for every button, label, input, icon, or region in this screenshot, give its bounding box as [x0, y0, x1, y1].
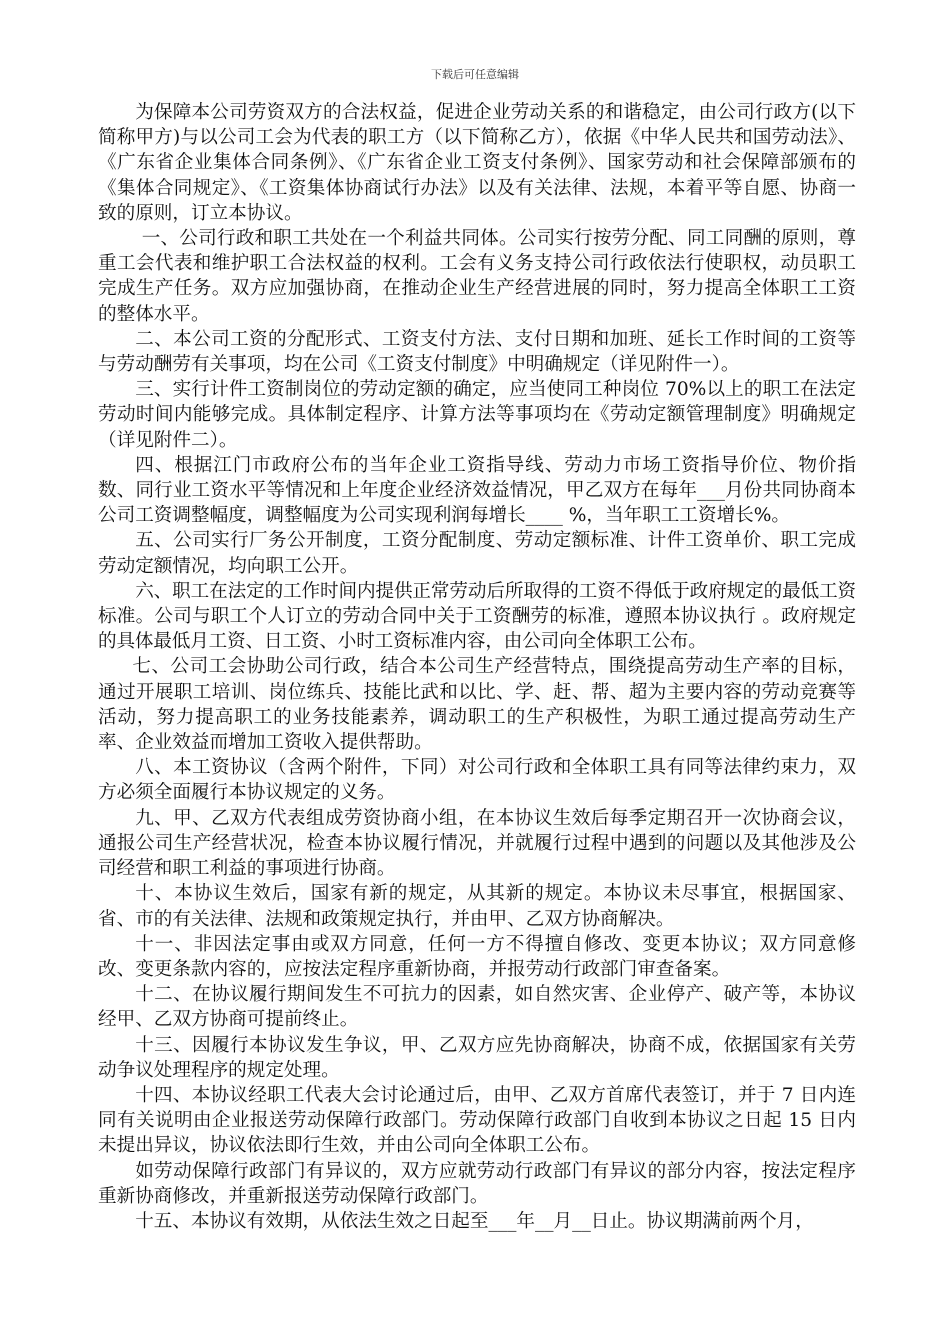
paragraph-clause-4: 四、根据江门市政府公布的当年企业工资指导线、劳动力市场工资指导价位、物价指数、同行业工资水平等情况和上年度企业经济效益情况，甲乙双方在每年___月份共同协商本公司工资调整幅度，调整幅度为公司实现利润每增长____ %，当年职工工资增长%。 [98, 454, 856, 527]
paragraph-clause-10: 十、本协议生效后，国家有新的规定，从其新的规定。本协议未尽事宜，根据国家、省、市的有关法律、法规和政策规定执行，并由甲、乙双方协商解决。 [98, 883, 856, 930]
paragraph-clause-2: 二、本公司工资的分配形式、工资支付方法、支付日期和加班、延长工作时间的工资等与劳动酬劳有关事项，均在公司《工资支付制度》中明确规定（详见附件一）。 [98, 328, 856, 376]
paragraph-clause-11: 十一、非因法定事由或双方同意，任何一方不得擅自修改、变更本协议；双方同意修改、变更条款内容的，应按法定程序重新协商，并报劳动行政部门审查备案。 [98, 933, 856, 980]
paragraph-clause-15: 十五、本协议有效期，从依法生效之日起至___年__月__日止。协议期满前两个月， [135, 1210, 814, 1232]
paragraph-clause-8: 八、本工资协议（含两个附件，下同）对公司行政和全体职工具有同等法律约束力，双方必须全面履行本协议规定的义务。 [98, 757, 856, 804]
paragraph-clause-14-note: 如劳动保障行政部门有异议的，双方应就劳动行政部门有异议的部分内容，按法定程序重新协商修改，并重新报送劳动保障行政部门。 [98, 1160, 856, 1207]
paragraph-clause-9: 九、甲、乙双方代表组成劳资协商小组，在本协议生效后每季定期召开一次协商会议，通报公司生产经营状况，检查本协议履行情况，并就履行过程中遇到的问题以及其他涉及公司经营和职工利益的事项进行协商。 [98, 807, 856, 880]
paragraph-clause-12: 十二、在协议履行期间发生不可抗力的因素，如自然灾害、企业停产、破产等，本协议经甲、乙双方协商可提前终止。 [98, 984, 856, 1031]
paragraph-clause-14: 十四、本协议经职工代表大会讨论通过后，由甲、乙双方首席代表签订，并于 7 日内连同有关说明由企业报送劳动保障行政部门。劳动保障行政部门自收到本协议之日起 15 日内未提出异议，协议依法即行生效，并由公司向全体职工公布。 [98, 1084, 856, 1157]
paragraph-clause-6: 六、职工在法定的工作时间内提供正常劳动后所取得的工资不得低于政府规定的最低工资标准。公司与职工个人订立的劳动合同中关于工资酬劳的标准，遵照本协议执行 。政府规定的具体最低月工资、日工资、小时工资标准内容，由公司向全体职工公布。 [98, 580, 856, 653]
paragraph-clause-1: 一、公司行政和职工共处在一个利益共同体。公司实行按劳分配、同工同酬的原则，尊重工会代表和维护职工合法权益的权利。工会有义务支持公司行政依法行使职权，动员职工完成生产任务。双方应加强协商，在推动企业生产经营进展的同时，努力提高全体职工工资的整体水平。 [98, 228, 856, 325]
paragraph-clause-5: 五、公司实行厂务公开制度，工资分配制度、劳动定额标准、计件工资单价、职工完成劳动定额情况，均向职工公开。 [98, 530, 856, 577]
paragraph-clause-13: 十三、因履行本协议发生争议，甲、乙双方应先协商解决，协商不成，依据国家有关劳动争议处理程序的规定处理。 [98, 1034, 856, 1081]
paragraph-clause-3: 三、实行计件工资制岗位的劳动定额的确定，应当使同工种岗位 70%以上的职工在法定劳动时间内能够完成。具体制定程序、计算方法等事项均在《劳动定额管理制度》明确规定（详见附件二）。 [98, 379, 856, 451]
paragraph-preamble: 为保障本公司劳资双方的合法权益，促进企业劳动关系的和谐稳定，由公司行政方(以下简称甲方)与以公司工会为代表的职工方（以下简称乙方），依据《中华人民共和国劳动法》、《广东省企业集体合同条例》、《广东省企业工资支付条例》、国家劳动和社会保障部颁布的《集体合同规定》、《工资集体协商试行办法》以及有关法律、法规，本着平等自愿、协商一致的原则，订立本协议。 [98, 102, 856, 224]
paragraph-clause-7: 七、公司工会协助公司行政，结合本公司生产经营特点，围绕提高劳动生产率的目标，通过开展职工培训、岗位练兵、技能比武和以比、学、赶、帮、超为主要内容的劳动竞赛等活动，努力提高职工的业务技能素养，调动职工的生产积极性，为职工通过提高劳动生产率、企业效益而增加工资收入提供帮助。 [98, 656, 856, 754]
page-header-note: 下载后可任意编辑 [431, 68, 519, 81]
document-body [98, 100, 856, 1234]
